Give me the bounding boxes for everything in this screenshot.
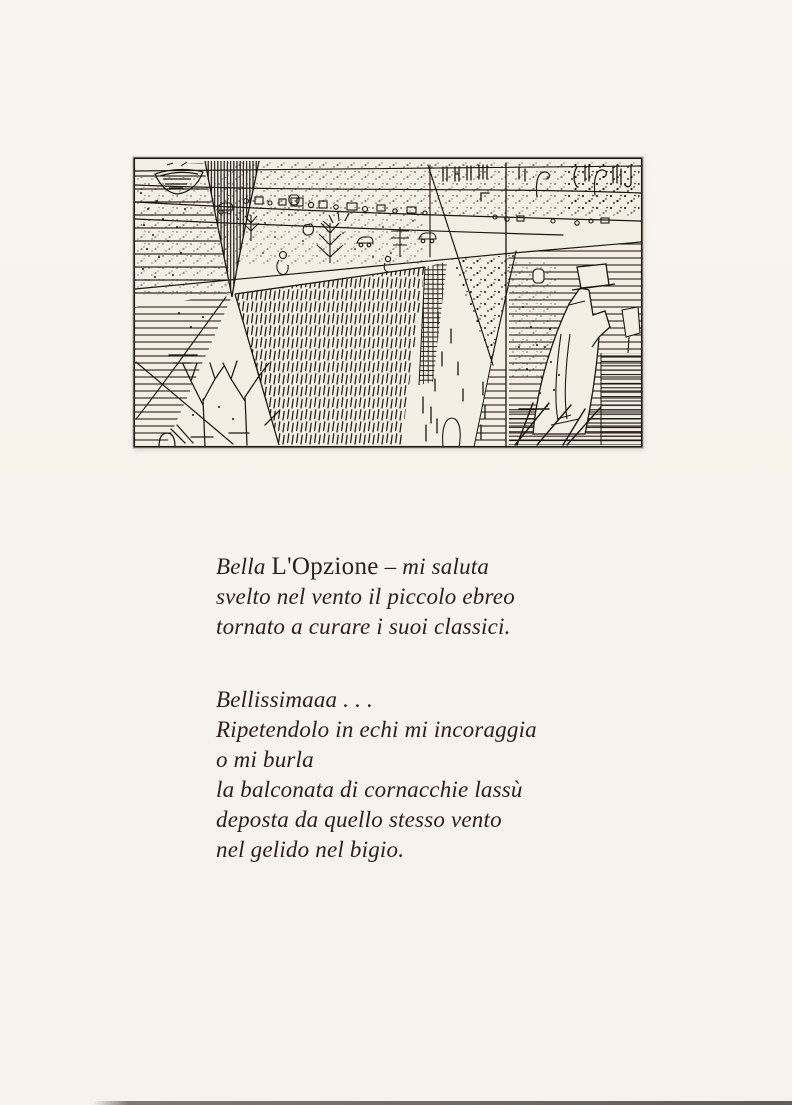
poem-line: tornato a curare i suoi classici. bbox=[216, 614, 511, 639]
poem-line: deposta da quello stesso vento bbox=[216, 807, 502, 832]
abstract-etching-illustration bbox=[133, 157, 643, 448]
etching-plate bbox=[133, 157, 643, 448]
poem-line: Ripetendolo in echi mi incoraggia bbox=[216, 717, 537, 742]
poem bbox=[216, 552, 537, 865]
poem-line bbox=[216, 552, 537, 582]
poem-stanza-2 bbox=[216, 685, 537, 865]
poem-line: svelto nel vento il piccolo ebreo bbox=[216, 584, 515, 609]
poem-line: nel gelido nel bigio. bbox=[216, 837, 405, 862]
poem-line1-roman: L'Opzione bbox=[271, 553, 379, 580]
poem-line1-italic-after: – mi saluta bbox=[384, 554, 490, 579]
poem-line: la balconata di cornacchie lassù bbox=[216, 777, 523, 802]
scan-edge-shadow bbox=[93, 1101, 792, 1105]
poem-line1-italic-before: Bella bbox=[216, 554, 266, 579]
poem-stanza-1 bbox=[216, 552, 537, 642]
poem-line: o mi burla bbox=[216, 747, 314, 772]
top-hat bbox=[577, 264, 609, 288]
poem-line: Bellissimaaa . . . bbox=[216, 687, 373, 712]
cylinder-shape bbox=[533, 269, 544, 283]
